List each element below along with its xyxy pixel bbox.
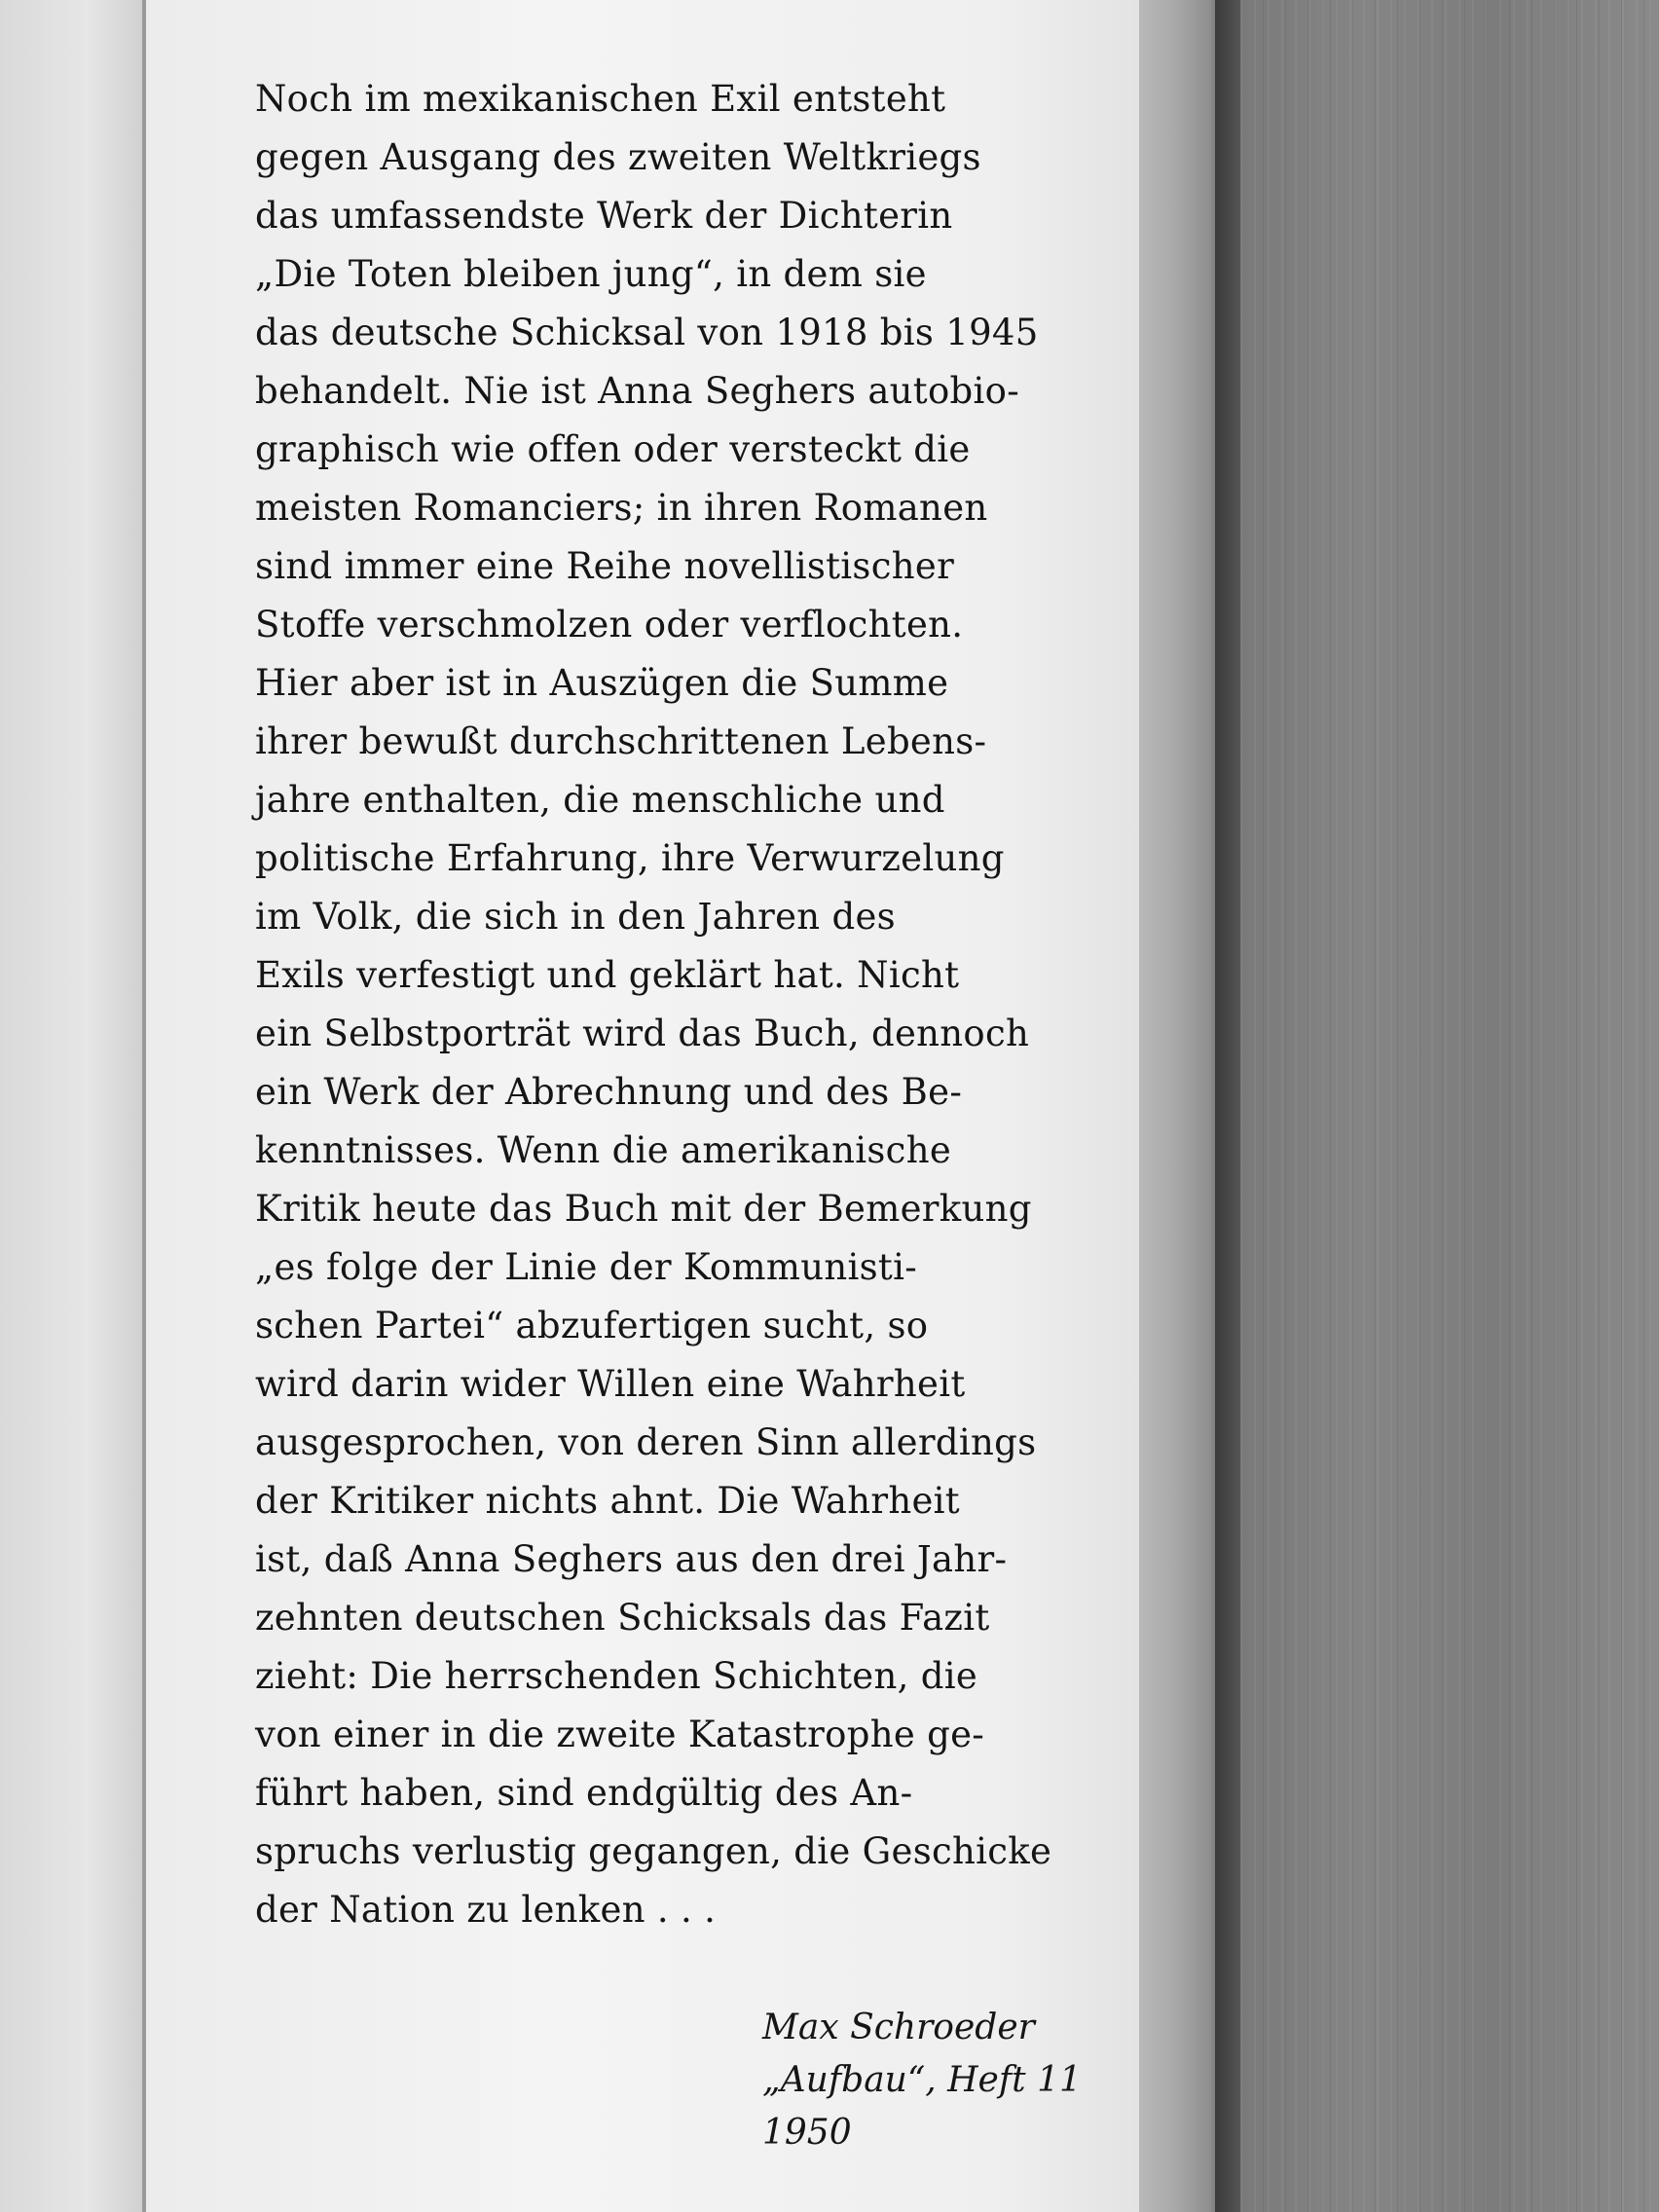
text-line: im Volk, die sich in den Jahren des xyxy=(255,896,896,938)
text-line: behandelt. Nie ist Anna Seghers autobio- xyxy=(255,370,1020,412)
text-line: spruchs verlustig gegangen, die Geschicke xyxy=(255,1830,1052,1872)
text-line: ausgesprochen, von deren Sinn allerdings xyxy=(255,1421,1037,1463)
text-line: kenntnisses. Wenn die amerikanische xyxy=(255,1129,952,1171)
text-line: Stoffe verschmolzen oder verflochten. xyxy=(255,604,964,645)
text-line: der Kritiker nichts ahnt. Die Wahrheit xyxy=(255,1480,960,1522)
book-spine xyxy=(1139,0,1227,2212)
text-line: meisten Romanciers; in ihren Romanen xyxy=(255,487,988,529)
text-line: das deutsche Schicksal von 1918 bis 1945 xyxy=(255,312,1039,353)
text-line: wird darin wider Willen eine Wahrheit xyxy=(255,1363,966,1405)
text-line: „es folge der Linie der Kommunisti- xyxy=(255,1246,918,1288)
text-line: das umfassendste Werk der Dichterin xyxy=(255,195,953,237)
wooden-background xyxy=(1240,0,1659,2212)
text-line: der Nation zu lenken . . . xyxy=(255,1889,717,1931)
text-line: ihrer bewußt durchschrittenen Lebens- xyxy=(255,720,987,762)
signature-year: 1950 xyxy=(762,2113,852,2153)
signature-source: „Aufbau“, Heft 11 xyxy=(762,2060,1082,2100)
review-signature xyxy=(762,2002,1082,2159)
text-line: zieht: Die herrschenden Schichten, die xyxy=(255,1655,978,1697)
text-line: ein Selbstporträt wird das Buch, dennoch xyxy=(255,1013,1030,1054)
signature-author: Max Schroeder xyxy=(762,2008,1035,2047)
text-line: zehnten deutschen Schicksals das Fazit xyxy=(255,1597,990,1639)
text-line: jahre enthalten, die menschliche und xyxy=(255,779,945,821)
text-line: Kritik heute das Buch mit der Bemerkung xyxy=(255,1188,1032,1230)
text-line: graphisch wie offen oder versteckt die xyxy=(255,428,971,470)
text-line: „Die Toten bleiben jung“, in dem sie xyxy=(255,253,927,295)
review-text xyxy=(255,70,1131,1939)
text-line: gegen Ausgang des zweiten Weltkriegs xyxy=(255,136,981,178)
text-line: ist, daß Anna Seghers aus den drei Jahr- xyxy=(255,1538,1008,1580)
text-line: schen Partei“ abzufertigen sucht, so xyxy=(255,1305,929,1346)
text-line: Exils verfestigt und geklärt hat. Nicht xyxy=(255,954,960,996)
text-line: ein Werk der Abrechnung und des Be- xyxy=(255,1071,963,1113)
spine-shadow xyxy=(1215,0,1240,2212)
text-line: sind immer eine Reihe novellistischer xyxy=(255,545,955,587)
text-line: Hier aber ist in Auszügen die Summe xyxy=(255,662,949,704)
text-line: von einer in die zweite Katastrophe ge- xyxy=(255,1714,985,1755)
text-line: Noch im mexikanischen Exil entsteht xyxy=(255,78,946,120)
text-line: politische Erfahrung, ihre Verwurzelung xyxy=(255,837,1005,879)
background-left-page xyxy=(0,0,146,2212)
text-line: führt haben, sind endgültig des An- xyxy=(255,1772,913,1814)
